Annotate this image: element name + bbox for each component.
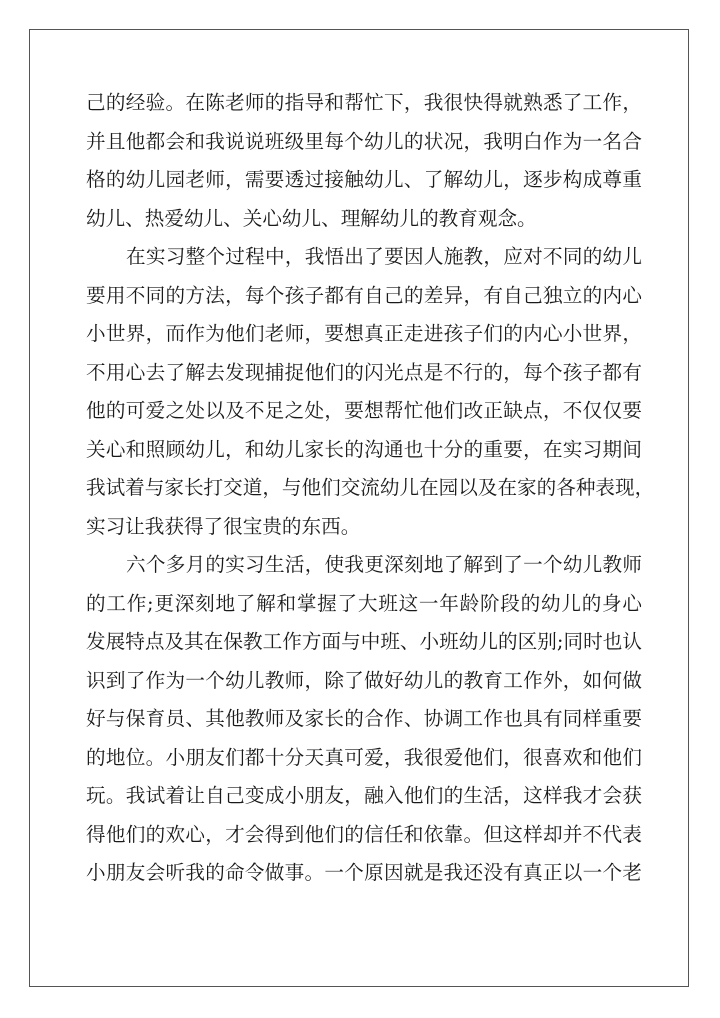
text-line: 要用不同的方法，每个孩子都有自己的差异，有自己独立的内心 (86, 283, 642, 307)
paragraph-3 (86, 546, 642, 893)
text-line: 格的幼儿园老师，需要透过接触幼儿、了解幼儿，逐步构成尊重 (86, 168, 642, 191)
text-line: 得他们的欢心，才会得到他们的信任和依靠。但这样却并不代表 (86, 822, 642, 846)
text-line: 玩。我试着让自己变成小朋友，融入他们的生活，这样我才会获 (86, 784, 642, 807)
text-line: 我试着与家长打交道，与他们交流幼儿在园以及在家的各种表现， (86, 476, 655, 499)
text-line: 不用心去了解去发现捕捉他们的闪光点是不行的，每个孩子都有 (86, 360, 642, 384)
text-line: 关心和照顾幼儿，和幼儿家长的沟通也十分的重要，在实习期间 (86, 437, 642, 461)
text-line: 六个多月的实习生活，使我更深刻地了解到了一个幼儿教师 (126, 553, 642, 576)
text-line: 并且他都会和我说说班级里每个幼儿的状况，我明白作为一名合 (86, 129, 642, 153)
text-line: 他的可爱之处以及不足之处，要想帮忙他们改正缺点，不仅仅要 (86, 399, 642, 422)
text-line: 小朋友会听我的命令做事。一个原因就是我还没有真正以一个老 (86, 861, 642, 884)
text-line: 幼儿、热爱幼儿、关心幼儿、理解幼儿的教育观念。 (86, 206, 537, 230)
text-line: 识到了作为一个幼儿教师，除了做好幼儿的教育工作外，如何做 (86, 668, 642, 692)
text-line: 的地位。小朋友们都十分天真可爱，我很爱他们，很喜欢和他们 (86, 745, 642, 769)
document-body (86, 84, 655, 893)
paragraph-2 (86, 238, 655, 546)
text-line: 实习让我获得了很宝贵的东西。 (86, 514, 361, 538)
text-line: 好与保育员、其他教师及家长的合作、协调工作也具有同样重要 (86, 707, 642, 730)
text-line: 在实习整个过程中，我悟出了要因人施教，应对不同的幼儿 (126, 245, 642, 268)
text-line: 小世界，而作为他们老师，要想真正走进孩子们的内心小世界， (86, 322, 642, 345)
text-line: 己的经验。在陈老师的指导和帮忙下，我很快得就熟悉了工作， (86, 91, 642, 114)
text-line: 发展特点及其在保教工作方面与中班、小班幼儿的区别;同时也认 (86, 630, 642, 653)
paragraph-1 (86, 84, 642, 238)
text-line: 的工作;更深刻地了解和掌握了大班这一年龄阶段的幼儿的身心 (86, 591, 642, 615)
